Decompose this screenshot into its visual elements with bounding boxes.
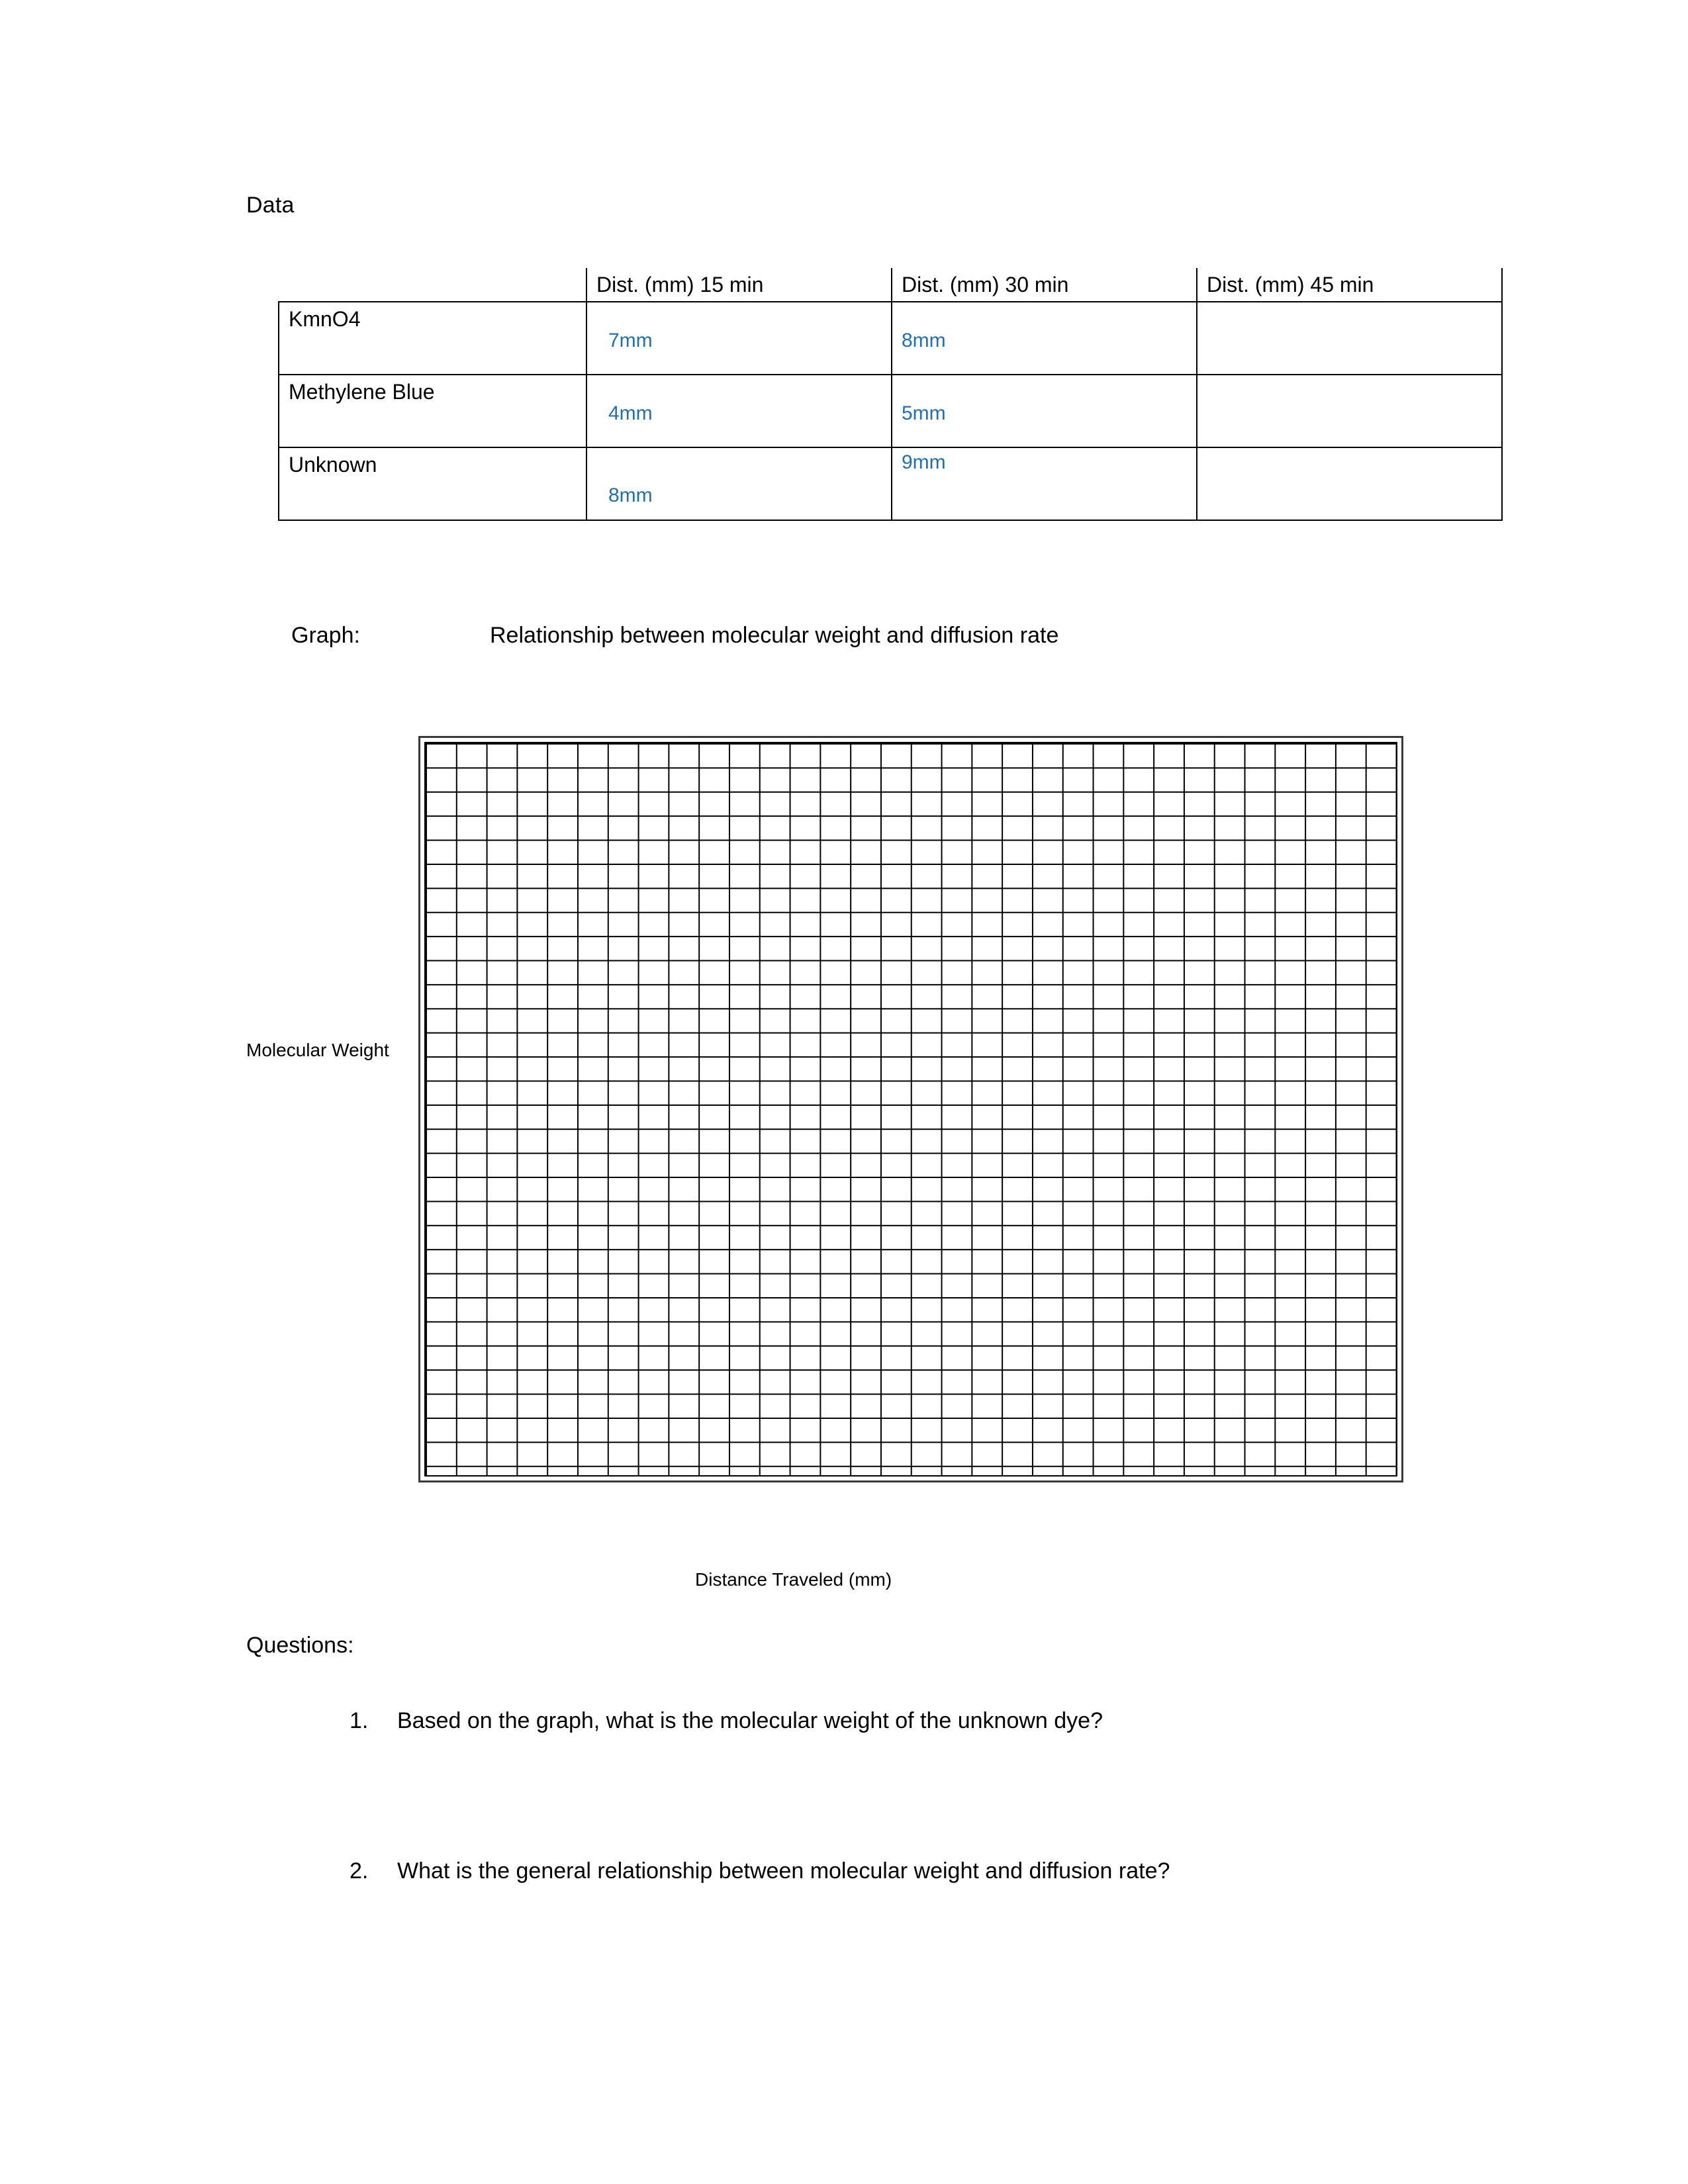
data-table-head bbox=[279, 268, 1502, 302]
table-column-header-45min: Dist. (mm) 45 min bbox=[1197, 268, 1502, 302]
row-label-text: KmnO4 bbox=[289, 307, 361, 331]
question-text: Based on the graph, what is the molecular weight of the unknown dye? bbox=[397, 1708, 1103, 1733]
question-item-1 bbox=[350, 1706, 1475, 1735]
data-table bbox=[278, 268, 1503, 521]
row-label-text: Methylene Blue bbox=[289, 380, 435, 404]
graph-caption bbox=[291, 622, 1058, 649]
question-item-2 bbox=[350, 1856, 1342, 1886]
graph-caption-label: Graph: bbox=[291, 623, 360, 648]
answer-value: 5mm bbox=[902, 402, 946, 424]
question-number: 2. bbox=[350, 1858, 369, 1884]
cell-methylene-blue-15min[interactable] bbox=[586, 375, 892, 447]
table-row bbox=[279, 447, 1502, 520]
table-row bbox=[279, 375, 1502, 447]
questions-heading: Questions: bbox=[246, 1633, 354, 1658]
cell-unknown-15min[interactable] bbox=[586, 447, 892, 520]
graph-grid-area[interactable] bbox=[418, 736, 1403, 1482]
data-heading: Data bbox=[246, 193, 295, 218]
table-column-header-15min: Dist. (mm) 15 min bbox=[586, 268, 892, 302]
table-corner-cell bbox=[279, 268, 586, 302]
y-axis-label: Molecular Weight bbox=[246, 1040, 389, 1060]
cell-unknown-45min[interactable] bbox=[1197, 447, 1502, 520]
answer-value: 4mm bbox=[608, 402, 653, 424]
question-text: What is the general relationship between molecular weight and diffusion rate? bbox=[397, 1858, 1170, 1884]
row-label-kmno4 bbox=[279, 302, 586, 375]
cell-kmno4-45min[interactable] bbox=[1197, 302, 1502, 375]
answer-value: 8mm bbox=[902, 330, 946, 351]
table-header-row bbox=[279, 268, 1502, 302]
cell-kmno4-15min[interactable] bbox=[586, 302, 892, 375]
x-axis-label: Distance Traveled (mm) bbox=[695, 1569, 892, 1590]
data-table-body bbox=[279, 302, 1502, 520]
question-number: 1. bbox=[350, 1708, 369, 1733]
cell-methylene-blue-45min[interactable] bbox=[1197, 375, 1502, 447]
table-row bbox=[279, 302, 1502, 375]
row-label-unknown bbox=[279, 447, 586, 520]
row-label-methylene-blue bbox=[279, 375, 586, 447]
row-label-text: Unknown bbox=[289, 453, 377, 477]
cell-kmno4-30min[interactable] bbox=[892, 302, 1197, 375]
answer-value: 8mm bbox=[608, 484, 653, 506]
cell-unknown-30min[interactable] bbox=[892, 447, 1197, 520]
answer-value: 9mm bbox=[902, 451, 946, 473]
answer-value: 7mm bbox=[608, 330, 653, 351]
table-column-header-30min: Dist. (mm) 30 min bbox=[892, 268, 1197, 302]
graph-caption-title: Relationship between molecular weight and diffusion rate bbox=[490, 623, 1059, 648]
graph-grid[interactable] bbox=[424, 742, 1397, 1477]
data-table-container bbox=[278, 268, 1433, 521]
cell-methylene-blue-30min[interactable] bbox=[892, 375, 1197, 447]
